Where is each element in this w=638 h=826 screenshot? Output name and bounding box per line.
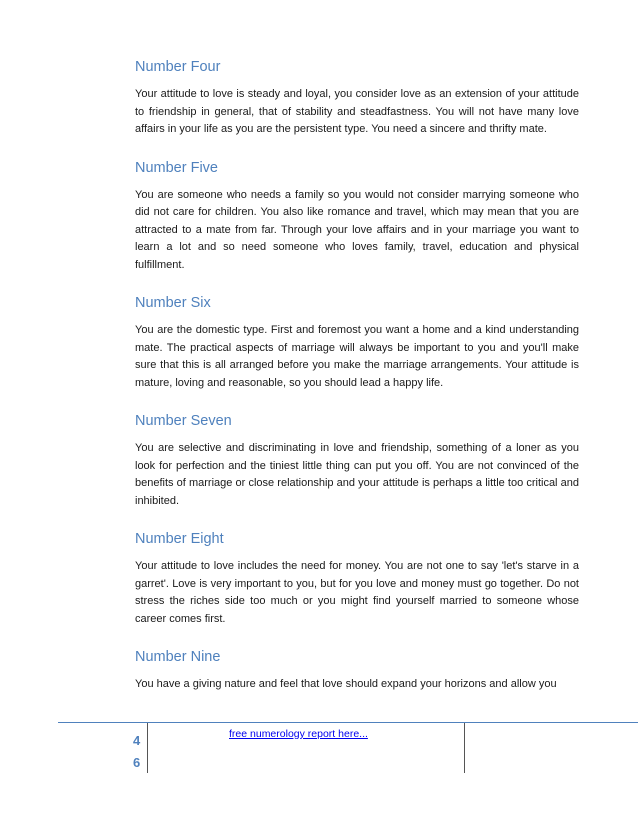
section-heading: Number Four [135, 59, 221, 75]
section-number-seven [135, 412, 579, 510]
section-number-five [135, 159, 579, 275]
section-heading: Number Seven [135, 413, 232, 429]
section-paragraph: You are selective and discriminating in love and friendship, something of a loner as you look for perfection and the tiniest little thing can put you off. You are not convinced of the benefits of marriage or close relationship and your attitude is perhaps a little too critical and inhibited. [135, 442, 579, 507]
page-number-line: 4 [133, 733, 141, 748]
numerology-report-link[interactable]: free numerology report here... [229, 728, 368, 740]
section-number-eight [135, 530, 579, 628]
section-heading: Number Nine [135, 649, 221, 665]
section-heading: Number Six [135, 295, 211, 311]
section-heading: Number Eight [135, 531, 224, 547]
section-paragraph: You have a giving nature and feel that love should expand your horizons and allow you [135, 678, 557, 690]
section-heading: Number Five [135, 159, 218, 176]
footer-vertical-divider [147, 723, 148, 773]
section-number-four [135, 58, 579, 139]
section-paragraph: You are someone who needs a family so you would not consider marrying someone who did not care for children. You also like romance and travel, which may mean that you are attracted to a mate from far. Through your love affairs and in your marriage you want to learn a lot and so need someone who loves family, travel, education and physical fulfillment. [135, 188, 579, 271]
section-number-nine [135, 648, 579, 694]
section-paragraph: Your attitude to love includes the need for money. You are not one to say 'let's starve in a garret'. Love is very important to you, but for you love and money must go together. Do not stress the riches side too much or you might find yourself married to someone whose career comes first. [135, 560, 579, 625]
section-number-six [135, 294, 579, 392]
page-number [133, 730, 147, 774]
footer-divider [58, 722, 638, 723]
page-number-line: 6 [133, 755, 141, 770]
section-paragraph: You are the domestic type. First and foremost you want a home and a kind understanding mate. The practical aspects of marriage will always be important to you and you'll make sure that this is all arranged before you make the marriage arrangements. Your attitude is mature, loving and reasonable, so you should lead a happy life. [135, 324, 579, 389]
footer-vertical-divider [464, 723, 465, 773]
section-paragraph: Your attitude to love is steady and loyal, you consider love as an extension of your attitude to friendship in general, that of stability and steadfastness. You will not have many love affairs in your life as you are the persistent type. You need a sincere and thrifty mate. [135, 88, 579, 135]
document-body [135, 58, 579, 714]
